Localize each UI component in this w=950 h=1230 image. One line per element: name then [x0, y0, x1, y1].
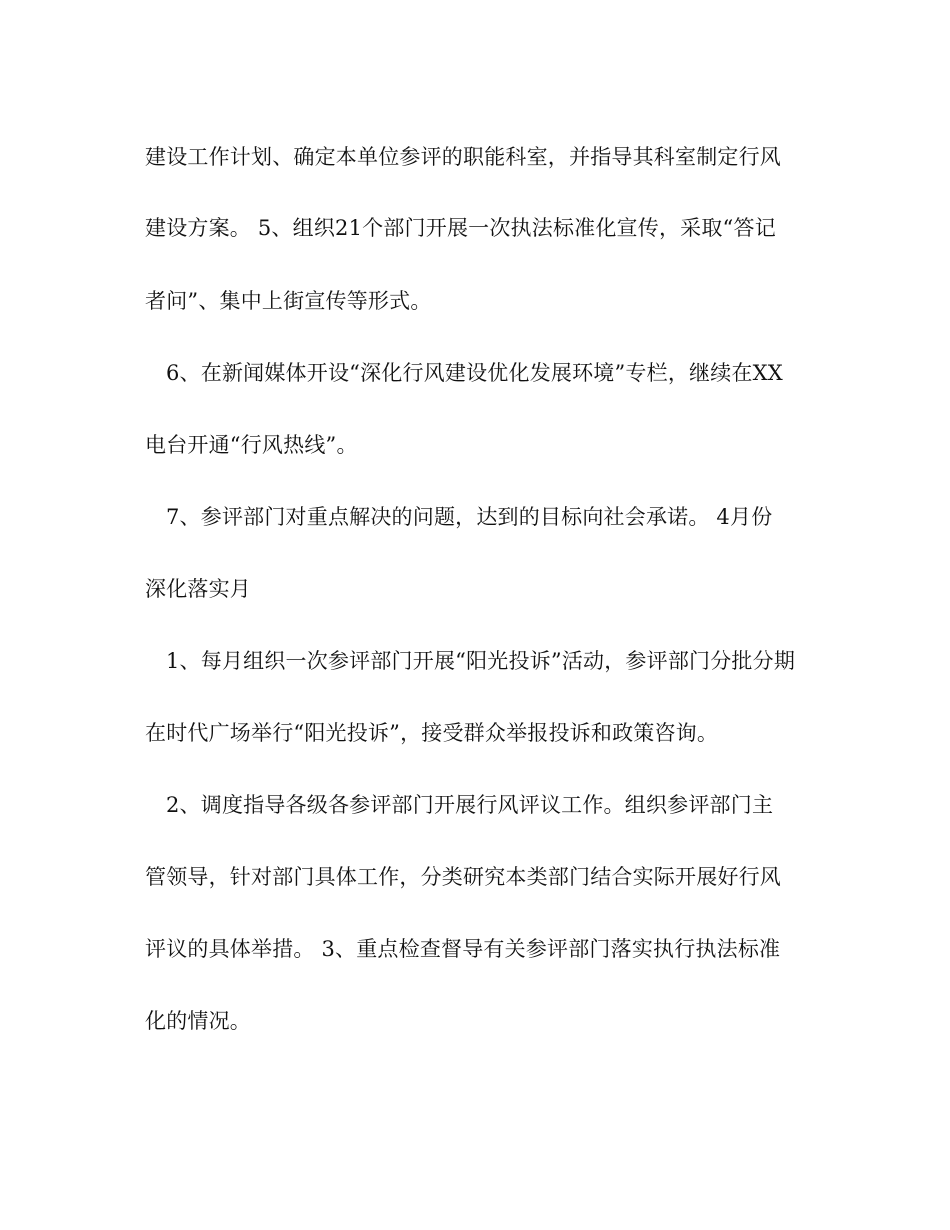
text-line-9: 在时代广场举行“阳光投诉”，接受群众举报投诉和政策咨询。 — [145, 721, 719, 745]
text-line-6: 7、参评部门对重点解决的问题，达到的目标向社会承诺。 4月份 — [166, 505, 773, 529]
text-line-10: 2、调度指导各级各参评部门开展行风评议工作。组织参评部门主 — [166, 793, 774, 817]
text-line-12: 评议的具体举措。 3、重点检查督导有关参评部门落实执行执法标准 — [145, 937, 781, 961]
text-line-8: 1、每月组织一次参评部门开展“阳光投诉”活动，参评部门分批分期 — [166, 649, 796, 673]
text-line-2: 建设方案。 5、组织21个部门开展一次执法标准化宣传，采取“答记 — [145, 216, 776, 240]
text-line-11: 管领导，针对部门具体工作，分类研究本类部门结合实际开展好行风 — [145, 865, 781, 889]
text-line-7: 深化落实月 — [145, 577, 251, 601]
text-line-5: 电台开通“行风热线”。 — [145, 433, 358, 457]
text-line-3: 者问”、集中上街宣传等形式。 — [145, 289, 432, 313]
text-line-1: 建设工作计划、确定本单位参评的职能科室，并指导其科室制定行风 — [145, 145, 781, 169]
text-line-13: 化的情况。 — [145, 1009, 251, 1033]
text-line-4: 6、在新闻媒体开设“深化行风建设优化发展环境”专栏，继续在XX — [166, 361, 783, 385]
